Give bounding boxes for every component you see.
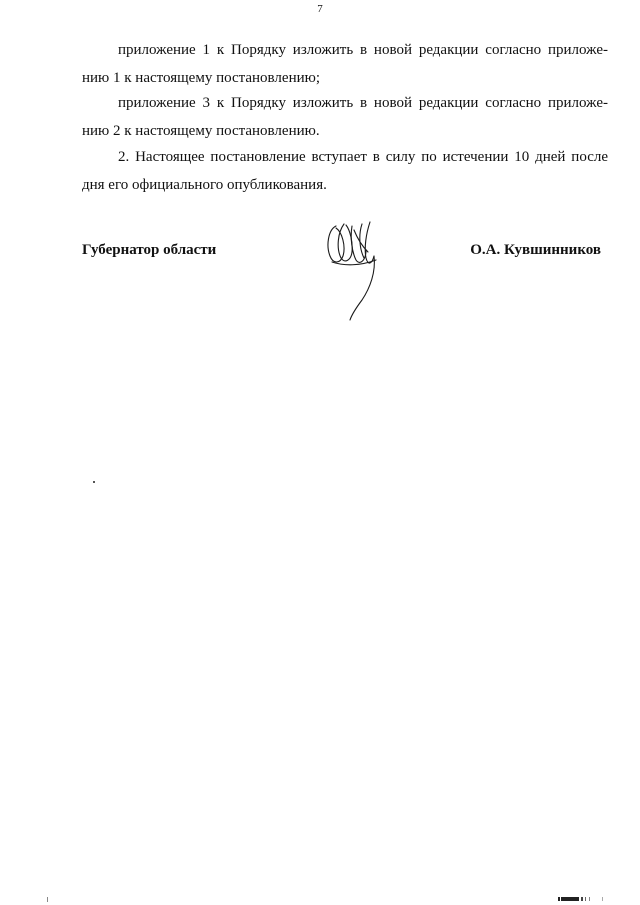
- page-number: 7: [317, 3, 323, 15]
- scan-edge-mark: [47, 897, 48, 902]
- handwritten-signature: [322, 216, 384, 322]
- paragraph-line: дня его официального опубликования.: [82, 177, 327, 193]
- paragraph-line: приложение 3 к Порядку изложить в новой редакции согласно приложе-: [118, 95, 608, 111]
- paragraph-effective-date: [82, 143, 608, 199]
- paragraph-appendix-3: [82, 89, 608, 145]
- scan-edge-mark: [558, 896, 604, 902]
- scan-speck: [93, 481, 95, 483]
- signatory-name: О.А. Кувшинников: [470, 242, 601, 258]
- paragraph-line: нию 1 к настоящему постановлению;: [82, 70, 321, 86]
- paragraph-line: нию 2 к настоящему постановлению.: [82, 123, 320, 139]
- paragraph-line: 2. Настоящее постановление вступает в силу по истечении 10 дней после: [118, 149, 608, 165]
- signatory-title: Губернатор области: [82, 242, 217, 258]
- paragraph-line: приложение 1 к Порядку изложить в новой редакции согласно приложе-: [118, 42, 608, 58]
- paragraph-appendix-1: [82, 36, 608, 92]
